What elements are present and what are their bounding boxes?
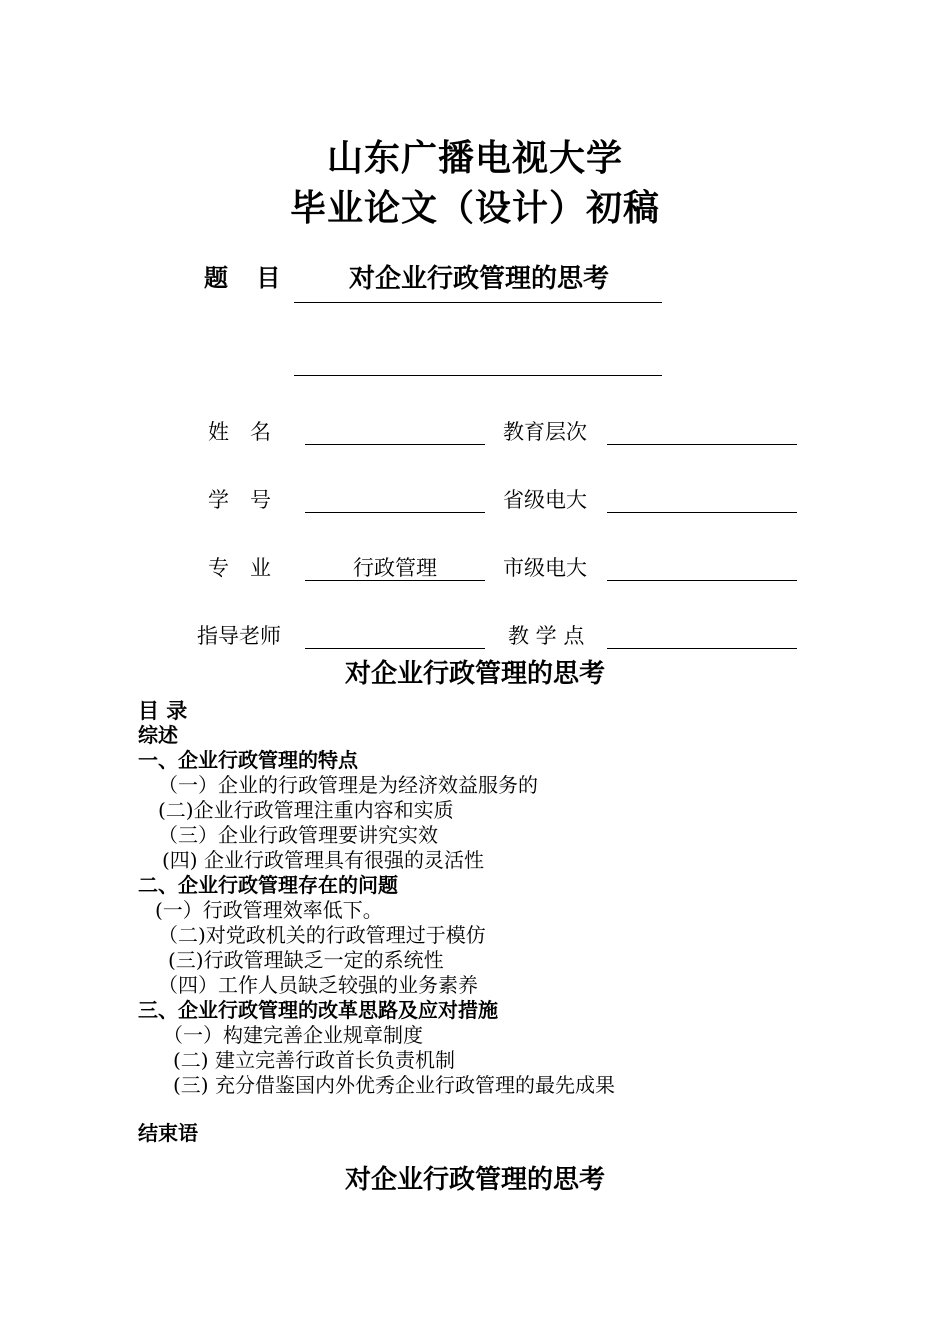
name-label: 姓 名 — [208, 420, 271, 444]
major-value: 行政管理 — [353, 556, 437, 580]
major-label: 专 业 — [208, 556, 271, 580]
student-id-underline — [305, 512, 485, 513]
toc-item: （三）企业行政管理要讲究实效 — [158, 823, 438, 847]
major-underline — [305, 580, 485, 581]
provincial-university-label: 省级电大 — [503, 488, 587, 512]
toc-item: 三、企业行政管理的改革思路及应对措施 — [138, 998, 498, 1022]
toc-item: (四) 企业行政管理具有很强的灵活性 — [162, 848, 484, 872]
body-title: 对企业行政管理的思考 — [344, 1165, 605, 1195]
toc-item: （一）企业的行政管理是为经济效益服务的 — [158, 773, 538, 797]
document-type-title: 毕业论文（设计）初稿 — [289, 187, 660, 229]
toc-item: （四）工作人员缺乏较强的业务素养 — [158, 973, 478, 997]
toc-item: 综述 — [138, 723, 178, 747]
teaching-point-underline — [607, 648, 797, 649]
toc-item: 一、企业行政管理的特点 — [138, 748, 358, 772]
toc-item: (三)行政管理缺乏一定的系统性 — [168, 948, 444, 972]
topic-underline-1 — [294, 302, 662, 303]
municipal-university-underline — [607, 580, 797, 581]
toc-item: (二)企业行政管理注重内容和实质 — [158, 798, 454, 822]
topic-underline-2 — [294, 375, 662, 376]
topic-value: 对企业行政管理的思考 — [348, 264, 609, 294]
advisor-label: 指导老师 — [197, 624, 281, 648]
toc-item: （二)对党政机关的行政管理过于模仿 — [158, 923, 486, 947]
provincial-university-underline — [607, 512, 797, 513]
municipal-university-label: 市级电大 — [503, 556, 587, 580]
topic-label: 题 目 — [204, 263, 291, 292]
toc-heading: 目 录 — [138, 698, 188, 723]
toc-item: (二) 建立完善行政首长负责机制 — [173, 1048, 455, 1072]
education-level-label: 教育层次 — [503, 420, 587, 444]
toc-item: 二、企业行政管理存在的问题 — [138, 873, 398, 897]
toc-item: (一）行政管理效率低下。 — [155, 898, 383, 922]
university-title: 山东广播电视大学 — [326, 137, 623, 179]
name-underline — [305, 444, 485, 445]
student-id-label: 学 号 — [208, 488, 271, 512]
toc-item: 结束语 — [138, 1121, 198, 1145]
education-level-underline — [607, 444, 797, 445]
main-title: 对企业行政管理的思考 — [344, 659, 605, 689]
advisor-underline — [305, 648, 485, 649]
teaching-point-label: 教 学 点 — [508, 624, 585, 648]
toc-item: （一）构建完善企业规章制度 — [163, 1023, 423, 1047]
toc-item: (三) 充分借鉴国内外优秀企业行政管理的最先成果 — [173, 1073, 615, 1097]
